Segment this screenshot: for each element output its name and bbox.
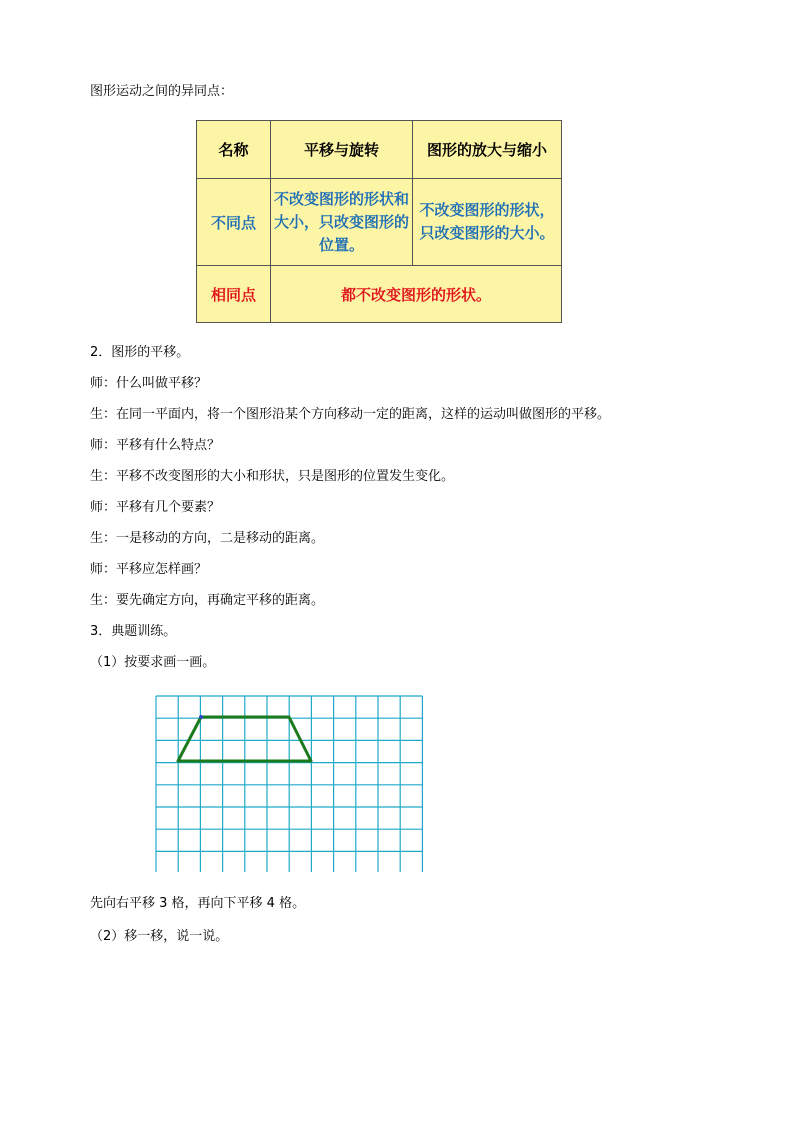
grid-lines [156,696,422,872]
exercise-2-title: （2）移一移，说一说。 [90,929,229,944]
table-header-row [197,121,562,179]
dialog-line: 生：在同一平面内，将一个图形沿某个方向移动一定的距离，这样的运动叫做图形的平移。 [90,407,611,422]
table-same-row [197,266,562,323]
dialog-line: 生：平移不改变图形的大小和形状，只是图形的位置发生变化。 [90,469,455,484]
diff-label: 不同点 [197,179,271,266]
diff-translate-text: 不改变图形的形状和大小，只改变图形的位置。 [271,179,413,266]
grid-figure [155,695,425,876]
dialog-line: 师：平移有什么特点？ [90,438,221,453]
vertex-point [199,715,203,719]
dialog-line: 师：什么叫做平移？ [90,376,208,391]
exercise-1-title: （1）按要求画一画。 [90,655,216,670]
comparison-table [196,120,562,323]
table-diff-row [197,179,562,266]
header-scale: 图形的放大与缩小 [413,121,562,179]
header-name: 名称 [197,121,271,179]
dialog-line: 师：平移有几个要素？ [90,500,221,515]
dialog-line: 生：要先确定方向，再确定平移的距离。 [90,593,325,608]
diff-scale-text: 不改变图形的形状，只改变图形的大小。 [413,179,562,266]
header-translate-rotate: 平移与旋转 [271,121,413,179]
intro-text: 图形运动之间的异同点： [90,84,234,99]
same-label: 相同点 [197,266,271,323]
section-3-title: 3．典题训练。 [90,624,177,639]
exercise-1-instruction: 先向右平移 3 格，再向下平移 4 格。 [90,896,306,911]
same-text: 都不改变图形的形状。 [271,266,562,323]
dialog-line: 师：平移应怎样画？ [90,562,208,577]
section-2-title: 2．图形的平移。 [90,345,190,360]
grid-svg [155,695,425,872]
dialog-line: 生：一是移动的方向，二是移动的距离。 [90,531,325,546]
